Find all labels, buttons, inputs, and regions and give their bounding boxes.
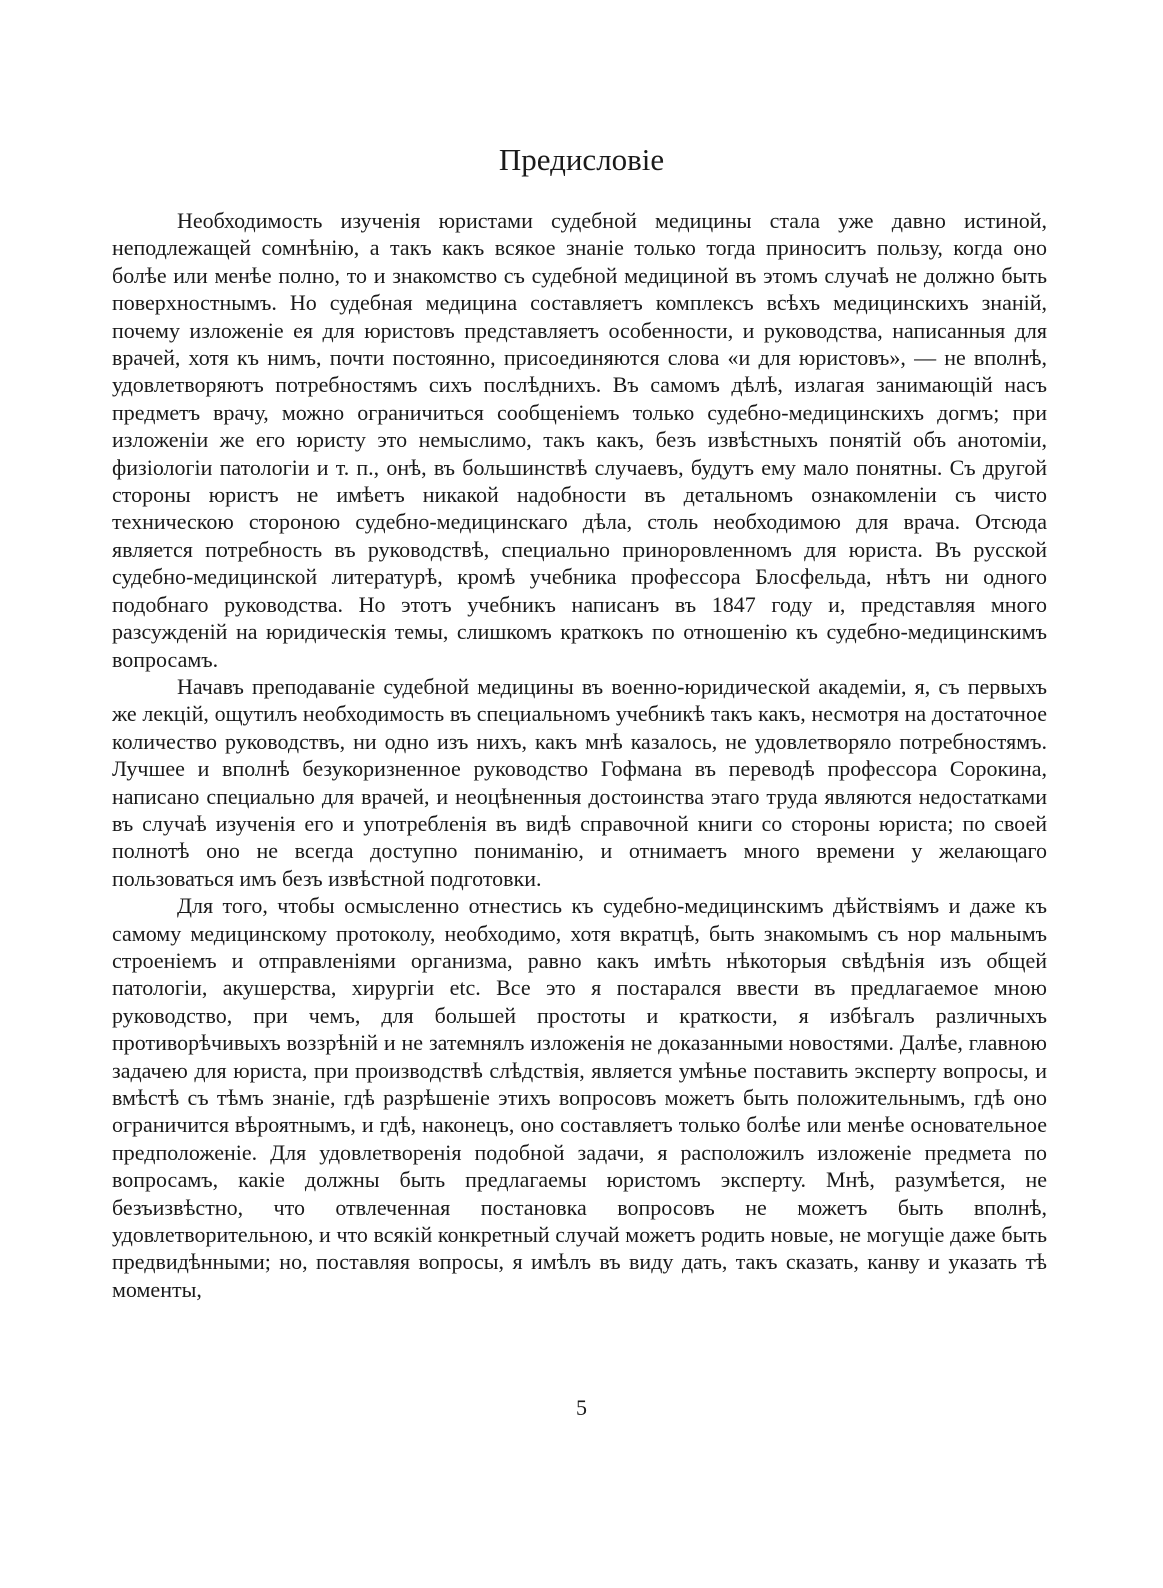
page-title: Предисловiе: [498, 142, 665, 177]
page-number: 5: [576, 1395, 587, 1420]
body-text: [112, 207, 1047, 1303]
paragraph-2: Начавъ преподаванiе судебной медицины въ военно-юридической академiи, я, съ первыхъ же лекцiй, ощутилъ необходимость въ специальномъ учебникѣ такъ какъ, несмотря на достаточное количество руководствъ, ни одно изъ нихъ, какъ мнѣ казалось, не удовлетворяло потребностямъ. Лучшее и вполнѣ безукоризненное руководство Гофмана въ переводѣ профессора Сорокина, написано специально для врачей, и неоцѣненныя достоинства этаго труда являются недостатками въ случаѣ изученiя его и употребленiя въ видѣ справочной книги со стороны юриста; по своей полнотѣ оно не всегда доступно пониманiю, и отнимаетъ много времени у желающаго пользоваться имъ безъ извѣстной подготовки.: [112, 673, 1047, 891]
paragraph-3: Для того, чтобы осмысленно отнестись къ судебно-медицинскимъ дѣйствiямъ и даже къ самому медицинскому протоколу, необходимо, хотя вкратцѣ, быть знакомымъ съ нор мальнымъ строенiемъ и отправленiями организма, равно какъ имѣть нѣкоторыя свѣдѣнiя изъ общей патологiи, акушерства, хирургiи etc. Все это я постарался ввести въ предлагаемое мною руководство, при чемъ, для большей простоты и краткости, я избѣгалъ различныхъ противорѣчивыхъ воззрѣнiй и не затемнялъ изложенiя не доказанными новостями. Далѣе, главною задачею для юриста, при производствѣ слѣдствiя, является умѣнье поставить эксперту вопросы, и вмѣстѣ съ тѣмъ знанiе, гдѣ разрѣшенiе этихъ вопросовъ можетъ быть положительнымъ, гдѣ оно ограничится вѣроятнымъ, и гдѣ, наконецъ, оно составляетъ только болѣе или менѣе основательное предположенiе. Для удовлетворенiя подобной задачи, я расположилъ изложенiе предмета по вопросамъ, какiе должны быть предлагаемы юристомъ эксперту. Мнѣ, разумѣется, не безъизвѣстно, что отвлеченная постановка вопросовъ не можетъ быть вполнѣ, удовлетворительною, и что всякiй конкретный случай можетъ родить новые, не могущiе даже быть предвидѣнными; но, поставляя вопросы, я имѣлъ въ виду дать, такъ сказать, канву и указать тѣ моменты,: [112, 893, 1047, 1302]
paragraph-1: Необходимость изученiя юристами судебной медицины стала уже давно истиной, неподлежащей сомнѣнiю, а такъ какъ всякое знанiе только тогда приноситъ пользу, когда оно болѣе или менѣе полно, то и знакомство съ судебной медициной въ этомъ случаѣ не должно быть поверхностнымъ. Но судебная медицина составляетъ комплексъ всѣхъ медицинскихъ знанiй, почему изложенiе ея для юристовъ представляетъ особенности, и руководства, написанныя для врачей, хотя къ нимъ, почти постоянно, присоединяются слова «и для юристовъ», — не вполнѣ, удовлетворяютъ потребностямъ сихъ послѣднихъ. Въ самомъ дѣлѣ, излагая занимающiй насъ предметъ врачу, можно ограничиться сообщенiемъ только судебно-медицинскихъ догмъ; при изложенiи же его юристу это немыслимо, такъ какъ, безъ извѣстныхъ понятiй объ анотомiи, физiологiи патологiи и т. п., онѣ, въ большинствѣ случаевъ, будутъ ему мало понятны. Съ другой стороны юристъ не имѣетъ никакой надобности въ детальномъ ознакомленiи съ чисто техническою стороною судебно-медицинскаго дѣла, столь необходимою для врача. Отсюда является потребность въ руководствѣ, специально приноровленномъ для юриста. Въ русской судебно-медицинской литературѣ, кромѣ учебника профессора Блосфельда, нѣтъ ни одного подобнаго руководства. Но этотъ учебникъ написанъ въ 1847 году и, представляя много разсужденiй на юридическiя темы, слишкомъ краткокъ по отношенiю къ судебно-медицинскимъ вопросамъ.: [112, 208, 1047, 672]
